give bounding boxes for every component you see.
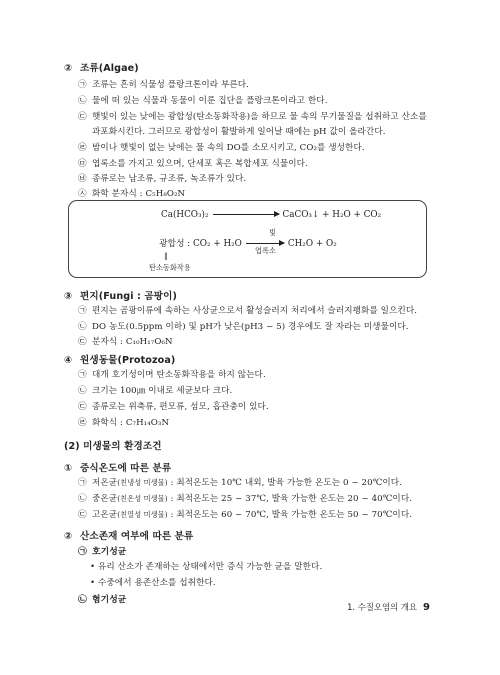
algae-item-1: ㉠ 조류는 흔히 식물성 플랑크톤이라 부른다. <box>78 80 249 90</box>
page-number: 9 <box>423 602 430 613</box>
algae-item-3-cont: 과포화시킨다. 그러므로 광합성이 활발하게 일어날 때에는 pH 값이 올라간다. <box>92 127 386 137</box>
algae-item-2: ㉡ 물에 떠 있는 식물과 동물이 이룬 집단을 플랑크톤이라고 한다. <box>78 96 328 106</box>
equation-box <box>68 200 427 278</box>
reaction-arrow-icon <box>213 214 279 215</box>
section-protozoa-heading: ④ 원생동물(Protozoa) <box>64 355 176 366</box>
algae-item-7: ㉦ 화학 분자식 : C₅H₈O₂N <box>78 189 186 199</box>
arrow-label-light: 빛 <box>269 228 276 237</box>
fungi-item-3: ㉢ 분자식 : C₁₀H₁₇O₆N <box>78 337 173 347</box>
algae-item-6: ㉥ 종류로는 남조류, 규조류, 녹조류가 있다. <box>78 174 247 184</box>
page-footer <box>347 601 430 613</box>
algae-item-3: ㉢ 햇빛이 있는 낮에는 광합성(탄소동화작용)을 하므로 물 속의 무기물질을 섭취하고 산소를 <box>78 112 427 122</box>
equivalence-mark: ‖ <box>164 251 168 260</box>
arrow-label-chlorophyll: 엽록소 <box>255 246 276 255</box>
part-2-heading: (2) 미생물의 환경조건 <box>64 441 162 452</box>
protozoa-item-2: ㉡ 크기는 100㎛ 이내로 세균보다 크다. <box>78 386 233 396</box>
thermophile-item: ㉢ 고온균(친열성 미생물) : 최적온도는 60 ~ 70℃, 발육 가능한 온도는 50 ~ 70℃이다. <box>78 510 413 520</box>
mesophile-item: ㉡ 중온균(친온성 미생물) : 최적온도는 25 ~ 37℃, 발육 가능한 온도는 20 ~ 40℃이다. <box>78 494 413 504</box>
fungi-item-1: ㉠ 편지는 곰팡이류에 속하는 사상균으로서 활성슬러지 처리에서 슬러지팽화를 일으킨다. <box>78 306 418 316</box>
fungi-item-2: ㉡ DO 농도(0.5ppm 이하) 및 pH가 낮은(pH3 ~ 5) 경우에도 잘 자라는 미생물이다. <box>78 322 409 332</box>
psychrophile-item: ㉠ 저온균(친냉성 미생물) : 최적온도는 10℃ 내외, 발육 가능한 온도는 0 ~ 20℃이다. <box>78 478 403 488</box>
equation-calcium: Ca(HCO₃)₂ CaCO₃↓ + H₂O + CO₂ <box>161 210 382 220</box>
temperature-classification-heading: ① 증식온도에 따른 분류 <box>64 463 172 474</box>
anaerobic-subheading: ㉡ 혐기성균 <box>78 595 127 605</box>
section-fungi-heading: ③ 편지(Fungi : 곰팡이) <box>64 291 178 302</box>
algae-item-5: ㉤ 엽록소를 가지고 있으며, 단세포 혹은 복합세포 식물이다. <box>78 159 308 169</box>
aerobic-subheading: ㉠ 호기성균 <box>78 547 127 557</box>
section-algae-heading: ② 조류(Algae) <box>64 63 139 74</box>
aerobic-bullet-1: • 유리 산소가 존재하는 상태에서만 증식 가능한 균을 말한다. <box>90 562 323 572</box>
protozoa-item-1: ㉠ 대개 호기성이며 탄소동화작용을 하지 않는다. <box>78 370 266 380</box>
oxygen-classification-heading: ② 산소존재 여부에 따른 분류 <box>64 531 194 542</box>
equation-photosynthesis: 광합성 : CO₂ + H₂O CH₂O + O₂ <box>159 239 337 249</box>
algae-item-4: ㉣ 밤이나 햇빛이 없는 낮에는 물 속의 DO를 소모시키고, CO₂를 생성한다. <box>78 143 365 153</box>
protozoa-item-3: ㉢ 종류로는 위축류, 편모류, 섬모, 흡관충이 있다. <box>78 402 269 412</box>
chapter-title: 1. 수질오염의 개요 <box>347 602 418 612</box>
protozoa-item-4: ㉣ 화학식 : C₇H₁₄O₃N <box>78 418 170 428</box>
aerobic-bullet-2: • 수중에서 용존산소를 섭취한다. <box>90 578 216 588</box>
reaction-arrow-icon <box>246 243 284 244</box>
carbon-assimilation-note: 탄소동화작용 <box>149 263 191 272</box>
